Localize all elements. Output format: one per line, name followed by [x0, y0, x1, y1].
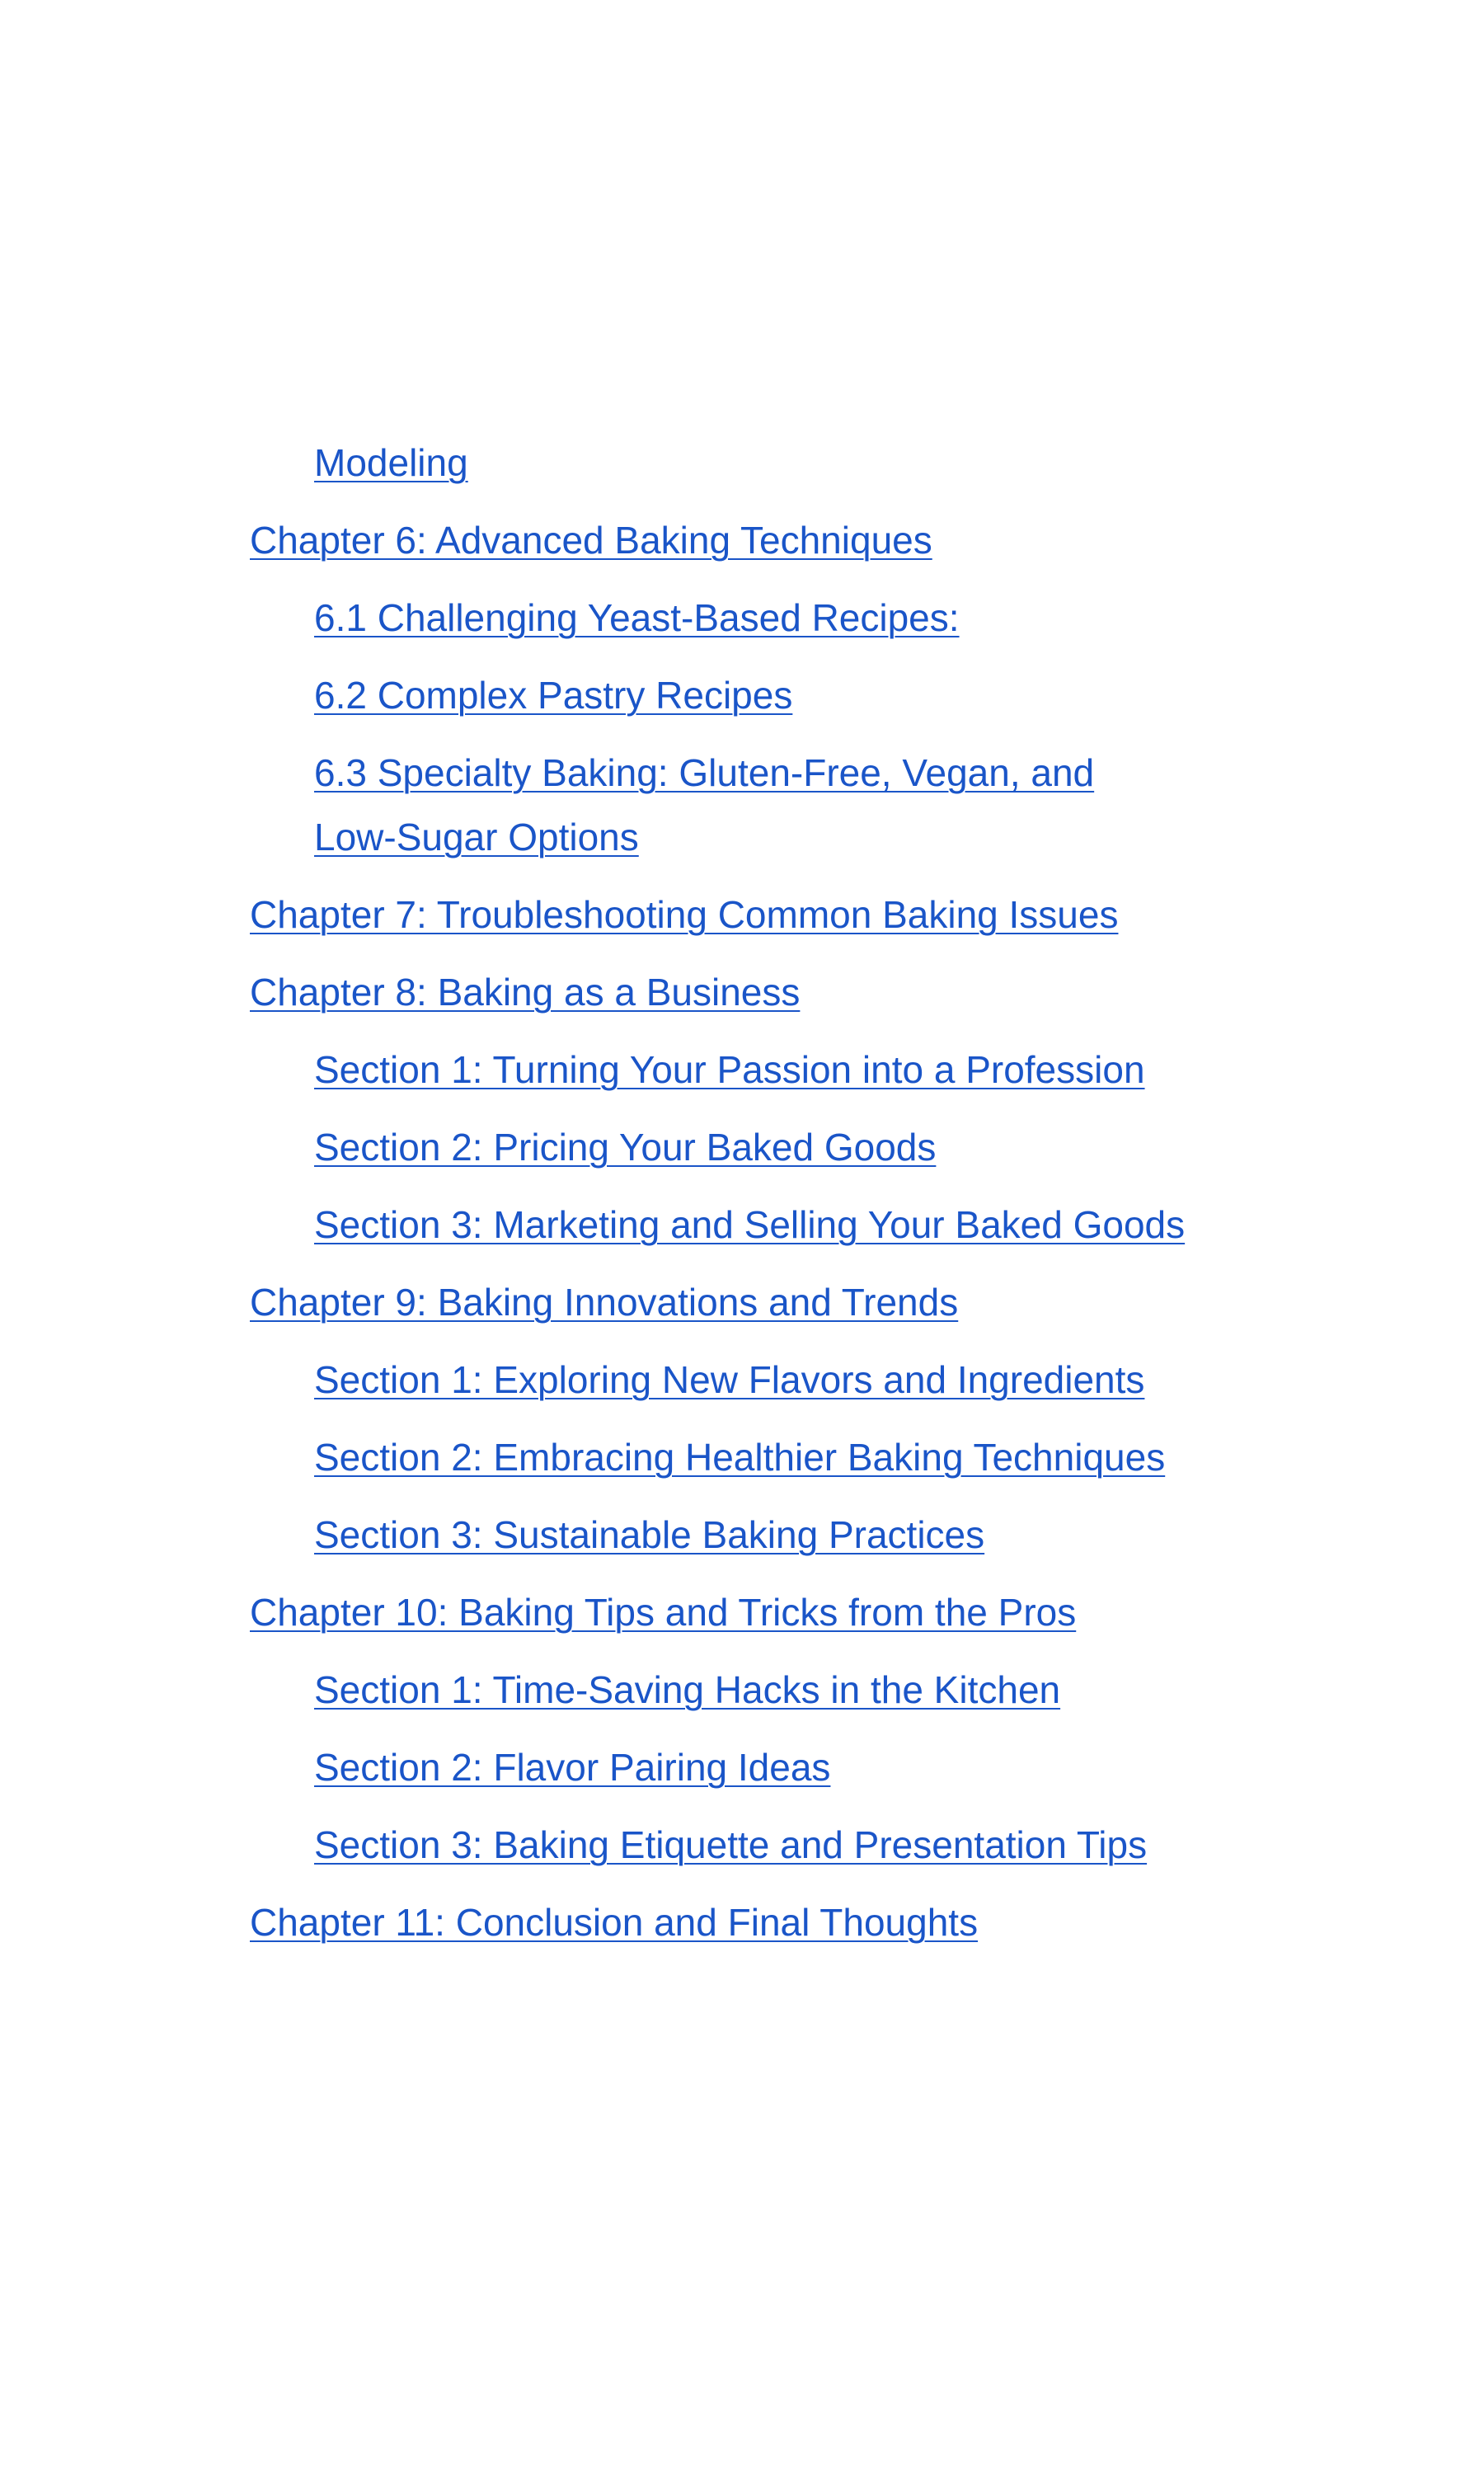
toc-link-6-2[interactable]: 6.2 Complex Pastry Recipes — [314, 674, 793, 717]
toc-link-ch9-section-3[interactable]: Section 3: Sustainable Baking Practices — [314, 1513, 985, 1556]
toc-link-ch8-section-1[interactable]: Section 1: Turning Your Passion into a Profession — [314, 1048, 1145, 1091]
toc-entry-ch10-section-1 — [250, 1658, 1404, 1722]
toc-entry-chapter-10 — [250, 1580, 1404, 1644]
toc-entry-chapter-9 — [250, 1270, 1404, 1334]
toc-entry-chapter-7 — [250, 882, 1404, 947]
toc-entry-ch8-section-2 — [250, 1115, 1404, 1179]
toc-link-chapter-6[interactable]: Chapter 6: Advanced Baking Techniques — [250, 519, 932, 562]
toc-link-ch8-section-3[interactable]: Section 3: Marketing and Selling Your Baked Goods — [314, 1203, 1186, 1246]
toc-entry-6-1 — [250, 586, 1404, 650]
toc-entry-chapter-11 — [250, 1890, 1404, 1954]
toc-link-ch10-section-1[interactable]: Section 1: Time-Saving Hacks in the Kitchen — [314, 1668, 1061, 1711]
table-of-contents — [250, 430, 1404, 1968]
toc-link-chapter-10[interactable]: Chapter 10: Baking Tips and Tricks from the Pros — [250, 1591, 1077, 1634]
toc-link-ch9-section-2[interactable]: Section 2: Embracing Healthier Baking Techniques — [314, 1436, 1166, 1479]
toc-link-6-1[interactable]: 6.1 Challenging Yeast-Based Recipes: — [314, 596, 960, 639]
toc-entry-ch9-section-3 — [250, 1503, 1404, 1567]
toc-entry-ch8-section-1 — [250, 1037, 1404, 1102]
toc-link-ch9-section-1[interactable]: Section 1: Exploring New Flavors and Ingredients — [314, 1358, 1145, 1401]
toc-link-modeling[interactable]: Modeling — [314, 441, 468, 484]
toc-entry-ch10-section-2 — [250, 1735, 1404, 1799]
toc-entry-chapter-6 — [250, 508, 1404, 572]
toc-link-chapter-7[interactable]: Chapter 7: Troubleshooting Common Baking Issues — [250, 893, 1119, 936]
toc-entry-modeling — [250, 430, 1404, 495]
toc-entry-chapter-8 — [250, 960, 1404, 1024]
toc-link-ch10-section-3[interactable]: Section 3: Baking Etiquette and Presentation Tips — [314, 1823, 1148, 1866]
toc-entry-ch10-section-3 — [250, 1813, 1404, 1877]
toc-entry-ch8-section-3 — [250, 1192, 1404, 1257]
toc-link-ch8-section-2[interactable]: Section 2: Pricing Your Baked Goods — [314, 1126, 937, 1169]
toc-entry-6-3 — [250, 741, 1180, 869]
toc-entry-ch9-section-1 — [250, 1348, 1404, 1412]
toc-link-chapter-8[interactable]: Chapter 8: Baking as a Business — [250, 971, 801, 1014]
toc-link-chapter-11[interactable]: Chapter 11: Conclusion and Final Thoughts — [250, 1901, 979, 1944]
toc-link-ch10-section-2[interactable]: Section 2: Flavor Pairing Ideas — [314, 1746, 831, 1789]
toc-entry-6-2 — [250, 663, 1404, 727]
toc-link-6-3[interactable]: 6.3 Specialty Baking: Gluten-Free, Vegan, and Low-Sugar Options — [314, 751, 1095, 858]
toc-link-chapter-9[interactable]: Chapter 9: Baking Innovations and Trends — [250, 1281, 959, 1324]
toc-entry-ch9-section-2 — [250, 1425, 1404, 1489]
